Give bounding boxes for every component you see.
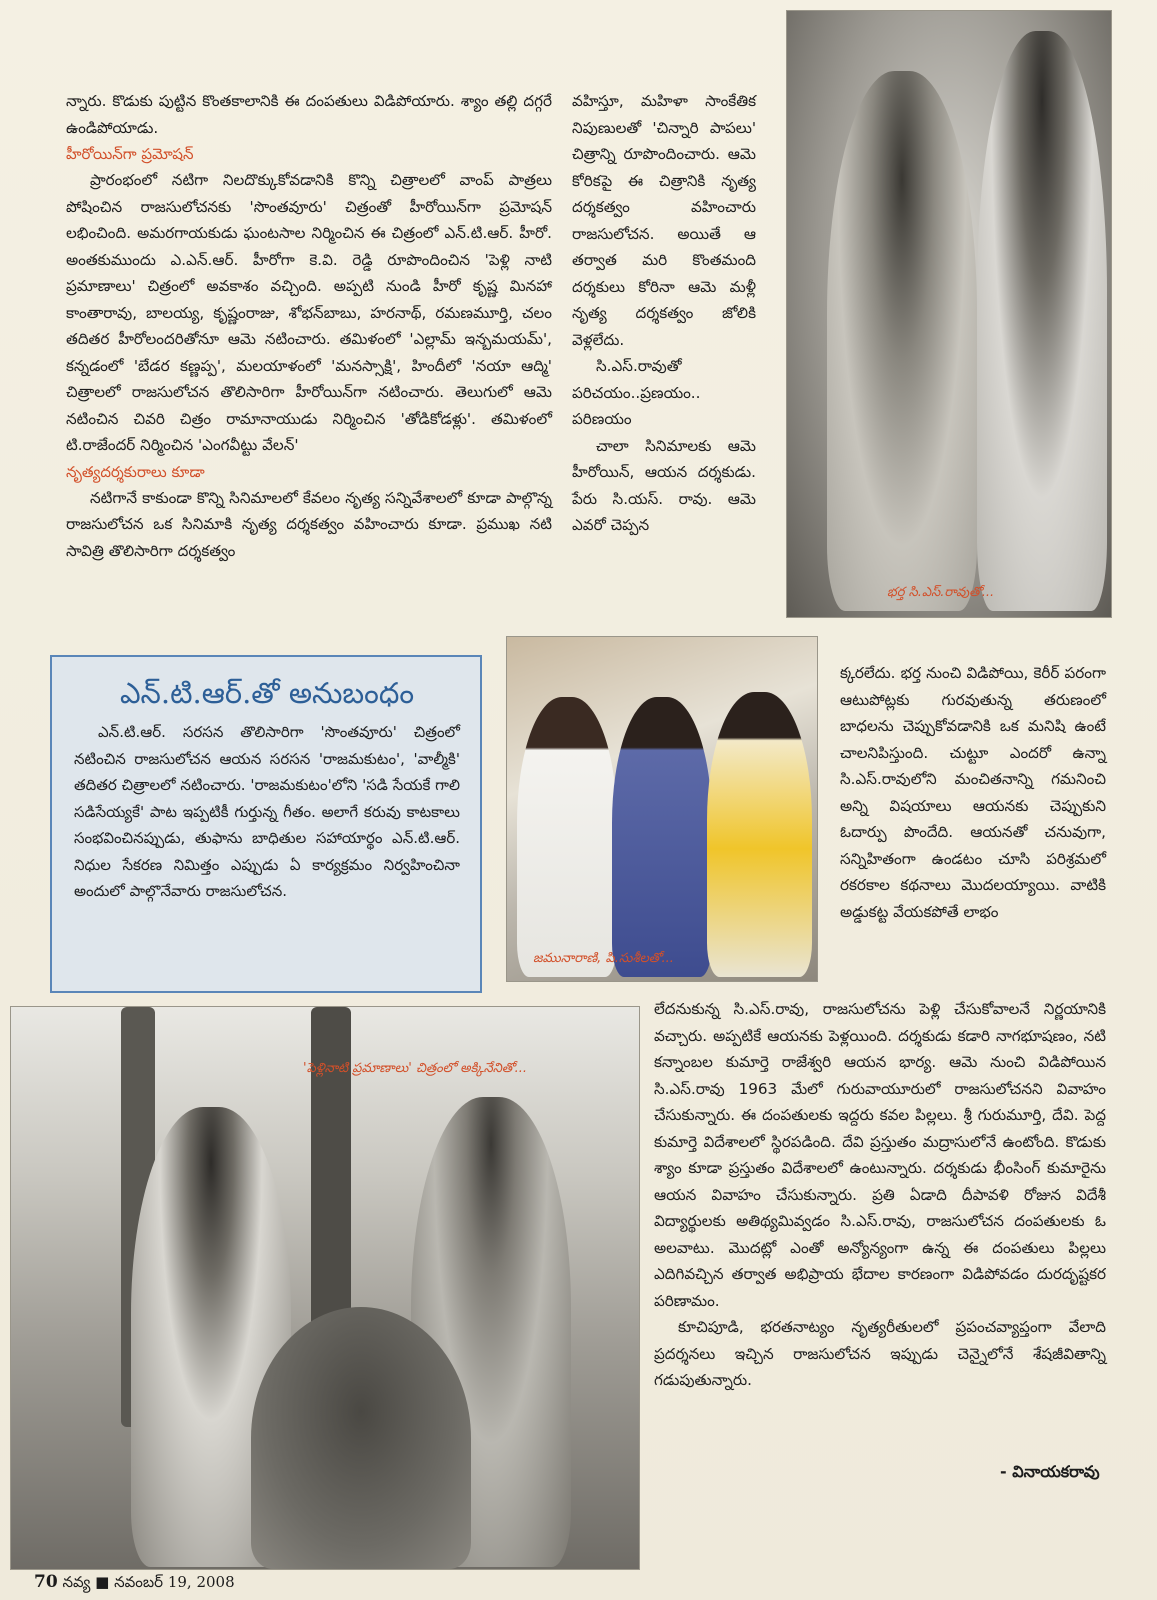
photo-caption-husband: భర్త సి.ఎస్.రావుతో... [887, 585, 995, 600]
magazine-name: నవ్య [62, 1573, 91, 1591]
intro-paragraph: న్నారు. కొడుకు పుట్టిన కొంతకాలానికి ఈ దంపతులు విడిపోయారు. శ్యాం తల్లి దగ్గరే ఉండిపోయాడు. [66, 92, 552, 137]
column-3 [840, 660, 1106, 925]
issue-date: నవంబర్ 19, 2008 [114, 1573, 235, 1591]
paragraph-present-life: కూచిపూడి, భరతనాట్యం నృత్యరీతులలో ప్రపంచవ్యాప్తంగా వేలాది ప్రదర్శనలు ఇచ్చిన రాజసులోచన ఇప్పుడు చెన్నైలోనే శేషజీవితాన్ని గడుపుతున్నారు. [654, 1318, 1106, 1389]
photo-figure-center [612, 697, 712, 977]
subheading-choreographer: నృత్యదర్శకురాలు కూడా [66, 462, 205, 481]
photo-caption-bottom: 'పెళ్లినాటి ప్రమాణాలు' చిత్రంలో అక్కినేనితో... [303, 1061, 527, 1076]
photo-with-jamunarani-susheela [506, 636, 818, 982]
photo-figure-right [707, 692, 812, 977]
photo-bush [251, 1307, 471, 1569]
photo-figure-man [977, 31, 1107, 611]
box-title: ఎన్.టి.ఆర్.తో అనుబంధం [119, 676, 415, 710]
column-2 [572, 88, 756, 539]
column-1 [66, 88, 552, 564]
author-signature: - వినాయకరావు [1000, 1462, 1100, 1481]
paragraph-chinnari-papalu: వహిస్తూ, మహిళా సాంకేతిక నిపుణులతో 'చిన్నారి పాపలు' చిత్రాన్ని రూపొందించారు. ఆమె కోరికపై ఈ చిత్రానికి నృత్య దర్శకత్వం వహించారు రాజసులోచన. అయితే ఆ తర్వాత మరి కొంతమంది దర్శకులు కోరినా ఆమె మళ్లీ నృత్య దర్శకత్వం జోలికి వెళ్లలేదు. [572, 92, 756, 349]
footer-separator: ■ [95, 1573, 110, 1591]
subheading-heroine-promotion: హీరోయిన్‌గా ప్రమోషన్ [66, 145, 194, 163]
column-4 [654, 996, 1106, 1394]
paragraph-heroine-promotion: ప్రారంభంలో నటిగా నిలదొక్కుకోవడానికి కొన్ని చిత్రాలలో వాంప్ పాత్రలు పోషించిన రాజసులోచనకు 'సొంతవూరు' చిత్రంతో హీరోయిన్‌గా ప్రమోషన్ లభించింది. అమరగాయకుడు ఘంటసాల నిర్మించిన ఈ చిత్రంలో ఎన్.టి.ఆర్. హీరో. అంతకుముందు ఎ.ఎన్.ఆర్. హీరోగా కె.వి. రెడ్డి రూపొందించిన 'పెళ్లి నాటి ప్రమాణాలు' చిత్రంలో అవకాశం వచ్చింది. అప్పటి నుండి హీరో కృష్ణ మినహా కాంతారావు, బాలయ్య, కృష్ణంరాజు, శోభన్‌బాబు, హరనాథ్, రమణమూర్తి, చలం తదితర హీరోలందరితోనూ ఆమె నటించారు. తమిళంలో 'ఎల్లామ్ ఇన్బమయమ్', కన్నడంలో 'బేడర కణ్ణప్ప', మలయాళంలో 'మనస్సాక్షి', హిందీలో 'నయా ఆద్మి' చిత్రాలలో రాజసులోచన తొలిసారిగా హీరోయిన్‌గా నటించారు. తెలుగులో ఆమె నటించిన చివరి చిత్రం రామానాయుడు నిర్మించిన 'తోడికోడళ్లు'. తమిళంలో టి.రాజేందర్ నిర్మించిన 'ఎంగవీట్టు వేలన్' [66, 171, 552, 454]
photo-caption-middle: జమునారాణి, పి.సుశీలతో... [533, 951, 674, 966]
photo-with-husband [786, 10, 1112, 618]
paragraph-choreographer: నటిగానే కాకుండా కొన్ని సినిమాలలో కేవలం నృత్య సన్నివేశాలలో కూడా పాల్గొన్న రాజసులోచన ఒక సినిమాకి నృత్య దర్శకత్వం వహించారు కూడా. ప్రముఖ నటి సావిత్రి తొలిసారిగా దర్శకత్వం [66, 488, 552, 560]
photo-with-akkineni [10, 1006, 640, 1570]
paragraph-consolation: క్కరలేదు. భర్త నుంచి విడిపోయి, కెరీర్ పరంగా ఆటుపోట్లకు గురవుతున్న తరుణంలో బాధలను చెప్పుకోవడానికి ఒక మనిషి ఉంటే చాలనిపిస్తుంది. చుట్టూ ఎందరో ఉన్నా సి.ఎస్.రావులోని మంచితనాన్ని గమనించి అన్ని విషయాలు ఆయనకు చెప్పుకుని ఓదార్పు పొందేది. ఆయనతో చనువుగా, సన్నిహితంగా ఉండటం చూసి పరిశ్రమలో రకరకాల కథనాలు మొదలయ్యాయి. వాటికి అడ్డుకట్ట వేయకపోతే లాభం [840, 664, 1106, 921]
ntr-sidebar-box [50, 655, 482, 993]
paragraph-csrao: చాలా సినిమాలకు ఆమె హీరోయిన్, ఆయన దర్శకుడు. పేరు సి.యస్. రావు. ఆమె ఎవరో చెప్పన [572, 436, 756, 534]
paragraph-introduction: సి.ఎస్.రావుతో పరిచయం..ప్రణయం.. పరిణయం [572, 357, 701, 428]
box-body: ఎన్.టి.ఆర్. సరసన తొలిసారిగా 'సొంతవూరు' చిత్రంలో నటించిన రాజసులోచన ఆయన సరసన 'రాజమకుటం', 'వాల్మీకి' తదితర చిత్రాలలో నటించారు. 'రాజమకుటం'లోని 'సడి సేయకే గాలి సడిసేయ్యకే' పాట ఇప్పటికీ గుర్తున్న గీతం. అలాగే కరువు కాటకాలు సంభవించినప్పుడు, తుఫాను బాధితుల సహాయార్థం ఎన్.టి.ఆర్. నిధుల సేకరణ నిమిత్తం ఎప్పుడు ఏ కార్యక్రమం నిర్వహించినా అందులో పాల్గొనేవారు రాజసులోచన. [74, 723, 460, 900]
photo-figure-left [517, 697, 617, 977]
page-number: 70 [34, 1572, 58, 1592]
paragraph-marriage: లేదనుకున్న సి.ఎస్.రావు, రాజసులోచను పెళ్లి చేసుకోవాలనే నిర్ణయానికి వచ్చారు. అప్పటికే ఆయనకు పెళ్లయింది. దర్శకుడు కడారి నాగభూషణం, నటి కన్నాంబల కుమార్తె రాజేశ్వరి ఆయన భార్య. ఆమె నుంచి విడిపోయిన సి.ఎస్.రావు 1963 మేలో గురువాయూరులో రాజసులోచనని వివాహం చేసుకున్నారు. ఈ దంపతులకు ఇద్దరు కవల పిల్లలు. శ్రీ గురుమూర్తి, దేవి. పెద్ద కుమార్తె విదేశాలలో స్థిరపడింది. దేవి ప్రస్తుతం మద్రాసులోనే ఉంటోంది. కొడుకు శ్యాం కూడా ప్రస్తుతం విదేశాలలో ఉంటున్నారు. దర్శకుడు భీంసింగ్ కుమారైను ఆయన వివాహం చేసుకున్నారు. ప్రతి ఏడాది దీపావళి రోజున విదేశీ విద్యార్థులకు అతిథ్యమివ్వడం సి.ఎస్.రావు, రాజసులోచన దంపతులకు ఓ అలవాటు. మొదట్లో ఎంతో అన్యోన్యంగా ఉన్న ఈ దంపతులు పిల్లలు ఎదిగివచ్చిన తర్వాత అభిప్రాయ భేదాల కారణంగా విడిపోవడం దురదృష్టకర పరిణామం. [654, 1000, 1106, 1310]
page-footer [34, 1572, 235, 1595]
photo-figure-woman [827, 71, 977, 611]
